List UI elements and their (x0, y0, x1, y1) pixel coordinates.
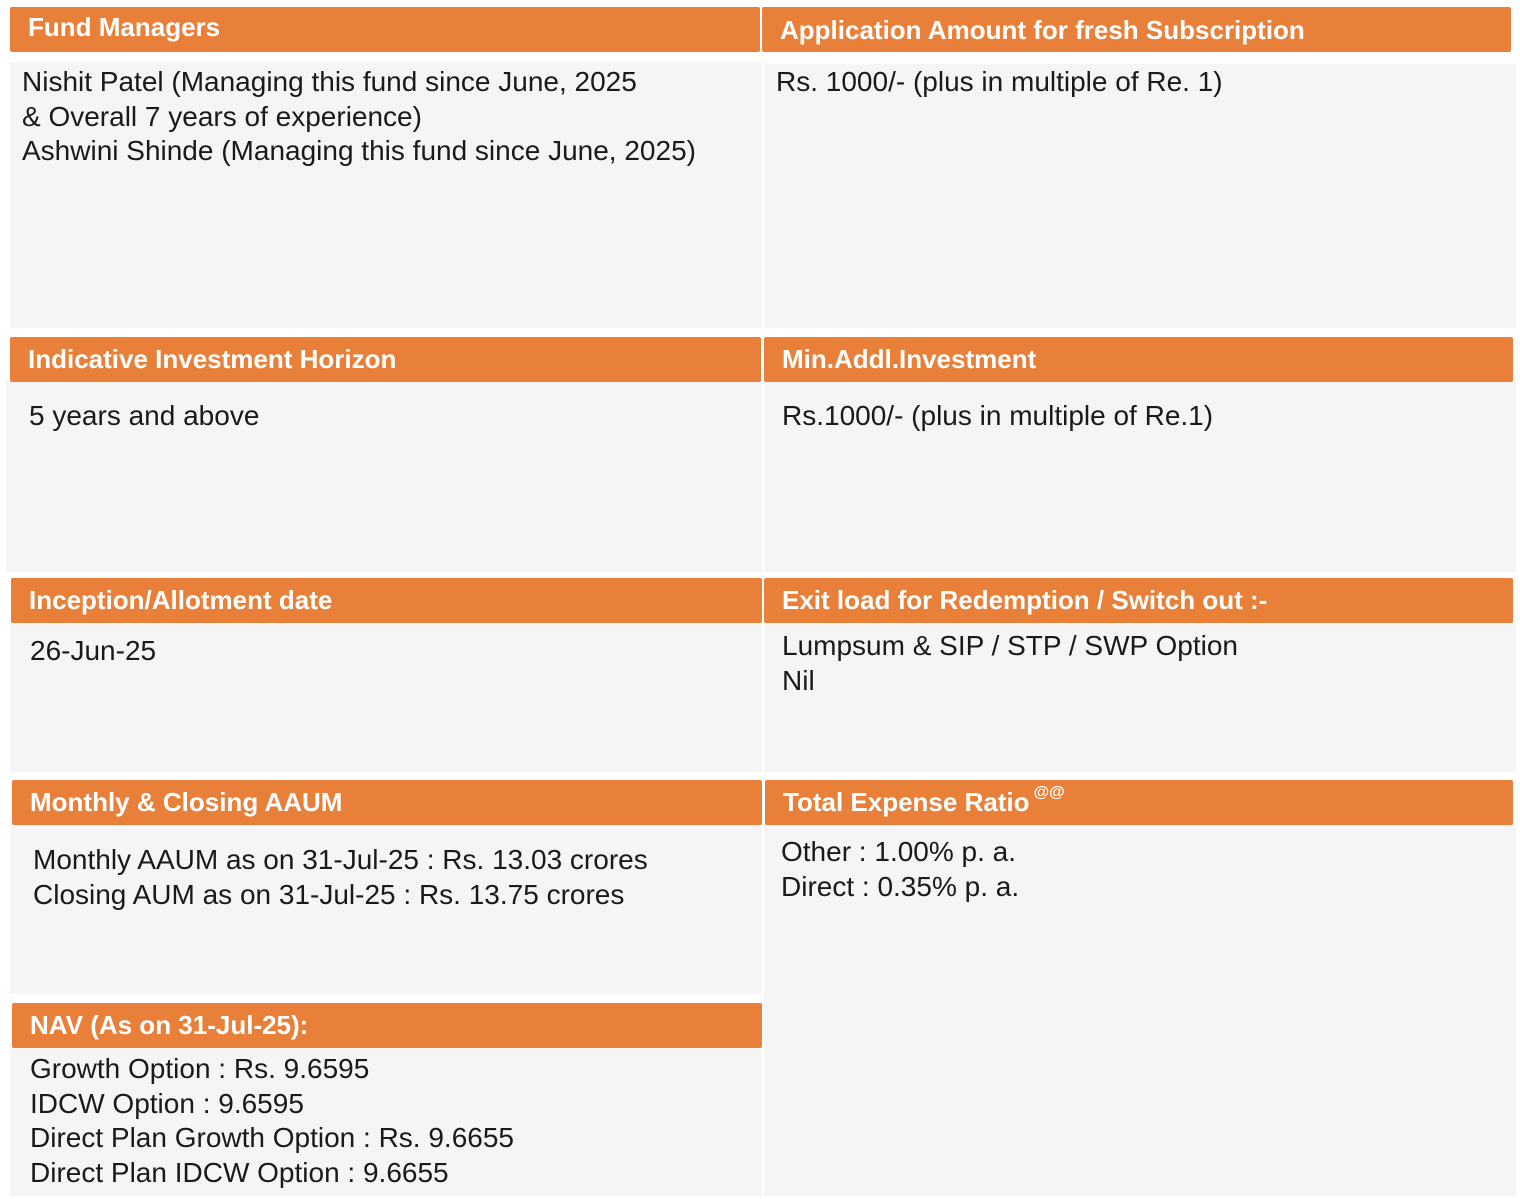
nav-text (30, 1052, 514, 1190)
aaum-text (33, 843, 648, 912)
fund-managers-line: & Overall 7 years of experience) (22, 100, 422, 132)
exit-load-line: Lumpsum & SIP / STP / SWP Option (782, 630, 1238, 661)
min-addl-investment-line: Rs.1000/- (plus in multiple of Re.1) (782, 400, 1214, 431)
nav-line: Direct Plan IDCW Option : 9.6655 (30, 1156, 449, 1188)
aaum-header: Monthly & Closing AAUM (12, 780, 762, 825)
inception-date-text (30, 634, 156, 669)
application-amount-header: Application Amount for fresh Subscription (762, 7, 1511, 52)
expense-ratio-text (781, 835, 1019, 904)
fund-managers-line: Ashwini Shinde (Managing this fund since June, 2025) (22, 135, 696, 166)
investment-horizon-line: 5 years and above (29, 400, 260, 431)
fund-managers-header: Fund Managers (10, 7, 760, 52)
exit-load-header: Exit load for Redemption / Switch out :- (764, 578, 1513, 623)
nav-line: Growth Option : Rs. 9.6595 (30, 1053, 370, 1084)
exit-load-text (782, 629, 1238, 698)
expense-ratio-title: Total Expense Ratio (783, 787, 1030, 817)
fund-managers-text (22, 65, 696, 169)
nav-line: Direct Plan Growth Option : Rs. 9.6655 (30, 1122, 514, 1153)
min-addl-investment-text (782, 399, 1213, 434)
expense-ratio-line: Other : 1.00% p. a. (781, 836, 1017, 867)
application-amount-text (776, 65, 1223, 100)
application-amount-line: Rs. 1000/- (plus in multiple of Re. 1) (776, 66, 1223, 97)
expense-ratio-line: Direct : 0.35% p. a. (781, 870, 1020, 902)
fund-managers-line: Nishit Patel (Managing this fund since June, 2025 (22, 66, 637, 97)
application-amount-panel (764, 64, 1516, 328)
expense-ratio-footnote-mark: @@ (1033, 784, 1065, 802)
inception-date-header: Inception/Allotment date (11, 578, 762, 623)
nav-line: IDCW Option : 9.6595 (30, 1087, 304, 1119)
min-addl-investment-header: Min.Addl.Investment (764, 337, 1513, 382)
exit-load-line: Nil (782, 664, 815, 696)
expense-ratio-header (765, 780, 1513, 825)
inception-date-line: 26-Jun-25 (30, 635, 157, 666)
investment-horizon-header: Indicative Investment Horizon (10, 337, 761, 382)
aaum-line: Monthly AAUM as on 31-Jul-25 : Rs. 13.03 crores (33, 844, 648, 875)
investment-horizon-text (29, 399, 259, 434)
nav-header: NAV (As on 31-Jul-25): (12, 1003, 762, 1048)
aaum-line: Closing AUM as on 31-Jul-25 : Rs. 13.75 crores (33, 878, 625, 910)
